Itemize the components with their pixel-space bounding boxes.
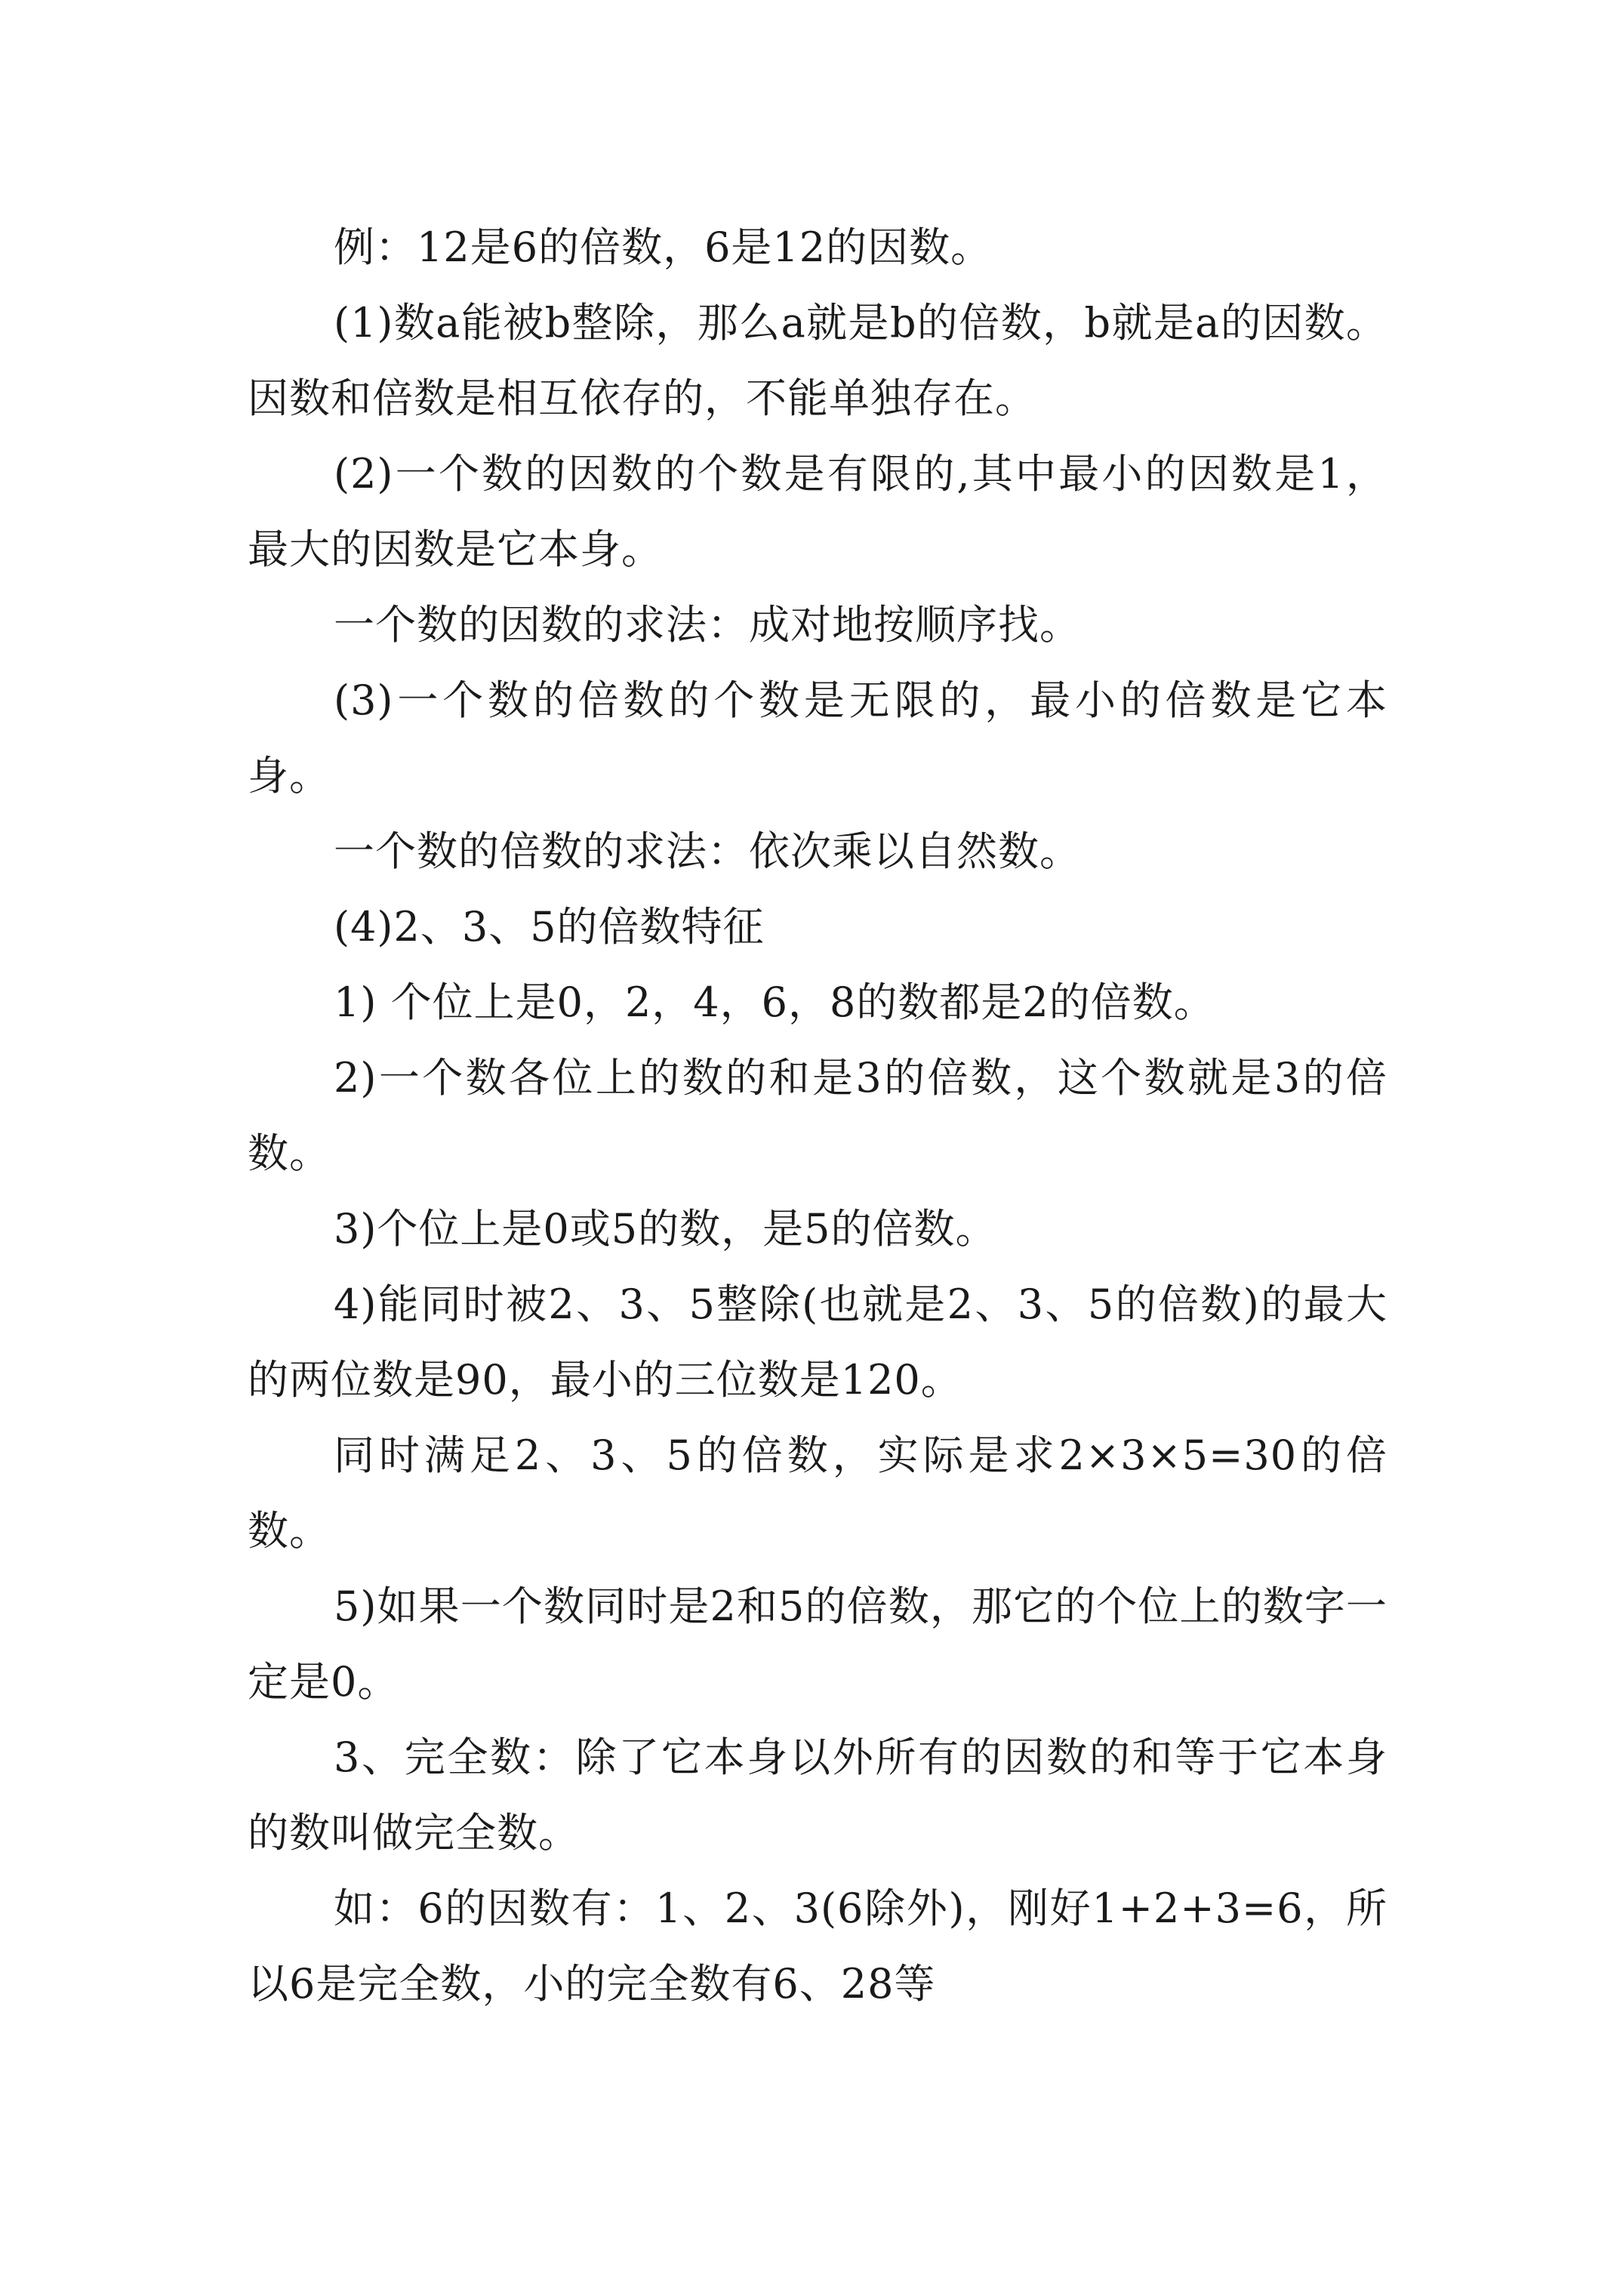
paragraph-perfect-example: 如：6的因数有：1、2、3(6除外)，刚好1+2+3=6，所以6是完全数，小的完全数有6、28等 — [248, 1885, 1387, 2008]
paragraph-factor-method: 一个数的因数的求法：成对地按顺序找。 — [334, 601, 1081, 649]
paragraph-rule-4: 4)能同时被2、3、5整除(也就是2、3、5的倍数)的最大的两位数是90，最小的三位数是120。 — [248, 1281, 1387, 1404]
paragraph-rule-3: 3)个位上是0或5的数，是5的倍数。 — [334, 1205, 997, 1253]
paragraph-multiple-method: 一个数的倍数的求法：依次乘以自然数。 — [334, 827, 1081, 875]
paragraph-rule-2: 2)一个数各位上的数的和是3的倍数，这个数就是3的倍数。 — [248, 1054, 1387, 1177]
paragraph-point-1: (1)数a能被b整除，那么a就是b的倍数，b就是a的因数。因数和倍数是相互依存的，不能单独存在。 — [248, 299, 1387, 422]
paragraph-rule-5: 5)如果一个数同时是2和5的倍数，那它的个位上的数字一定是0。 — [248, 1583, 1387, 1706]
paragraph-point-2: (2)一个数的因数的个数是有限的,其中最小的因数是1，最大的因数是它本身。 — [248, 450, 1387, 573]
paragraph-example: 例：12是6的倍数，6是12的因数。 — [334, 223, 993, 271]
paragraph-rule-1: 1) 个位上是0，2，4，6，8的数都是2的倍数。 — [334, 978, 1215, 1026]
document-body — [248, 210, 1387, 2022]
paragraph-point-3: (3)一个数的倍数的个数是无限的，最小的倍数是它本身。 — [248, 676, 1387, 800]
paragraph-perfect-number: 3、完全数：除了它本身以外所有的因数的和等于它本身的数叫做完全数。 — [248, 1734, 1387, 1857]
paragraph-point-4-heading: (4)2、3、5的倍数特征 — [334, 903, 765, 951]
paragraph-rule-4-note: 同时满足2、3、5的倍数，实际是求2×3×5=30的倍数。 — [248, 1432, 1387, 1555]
